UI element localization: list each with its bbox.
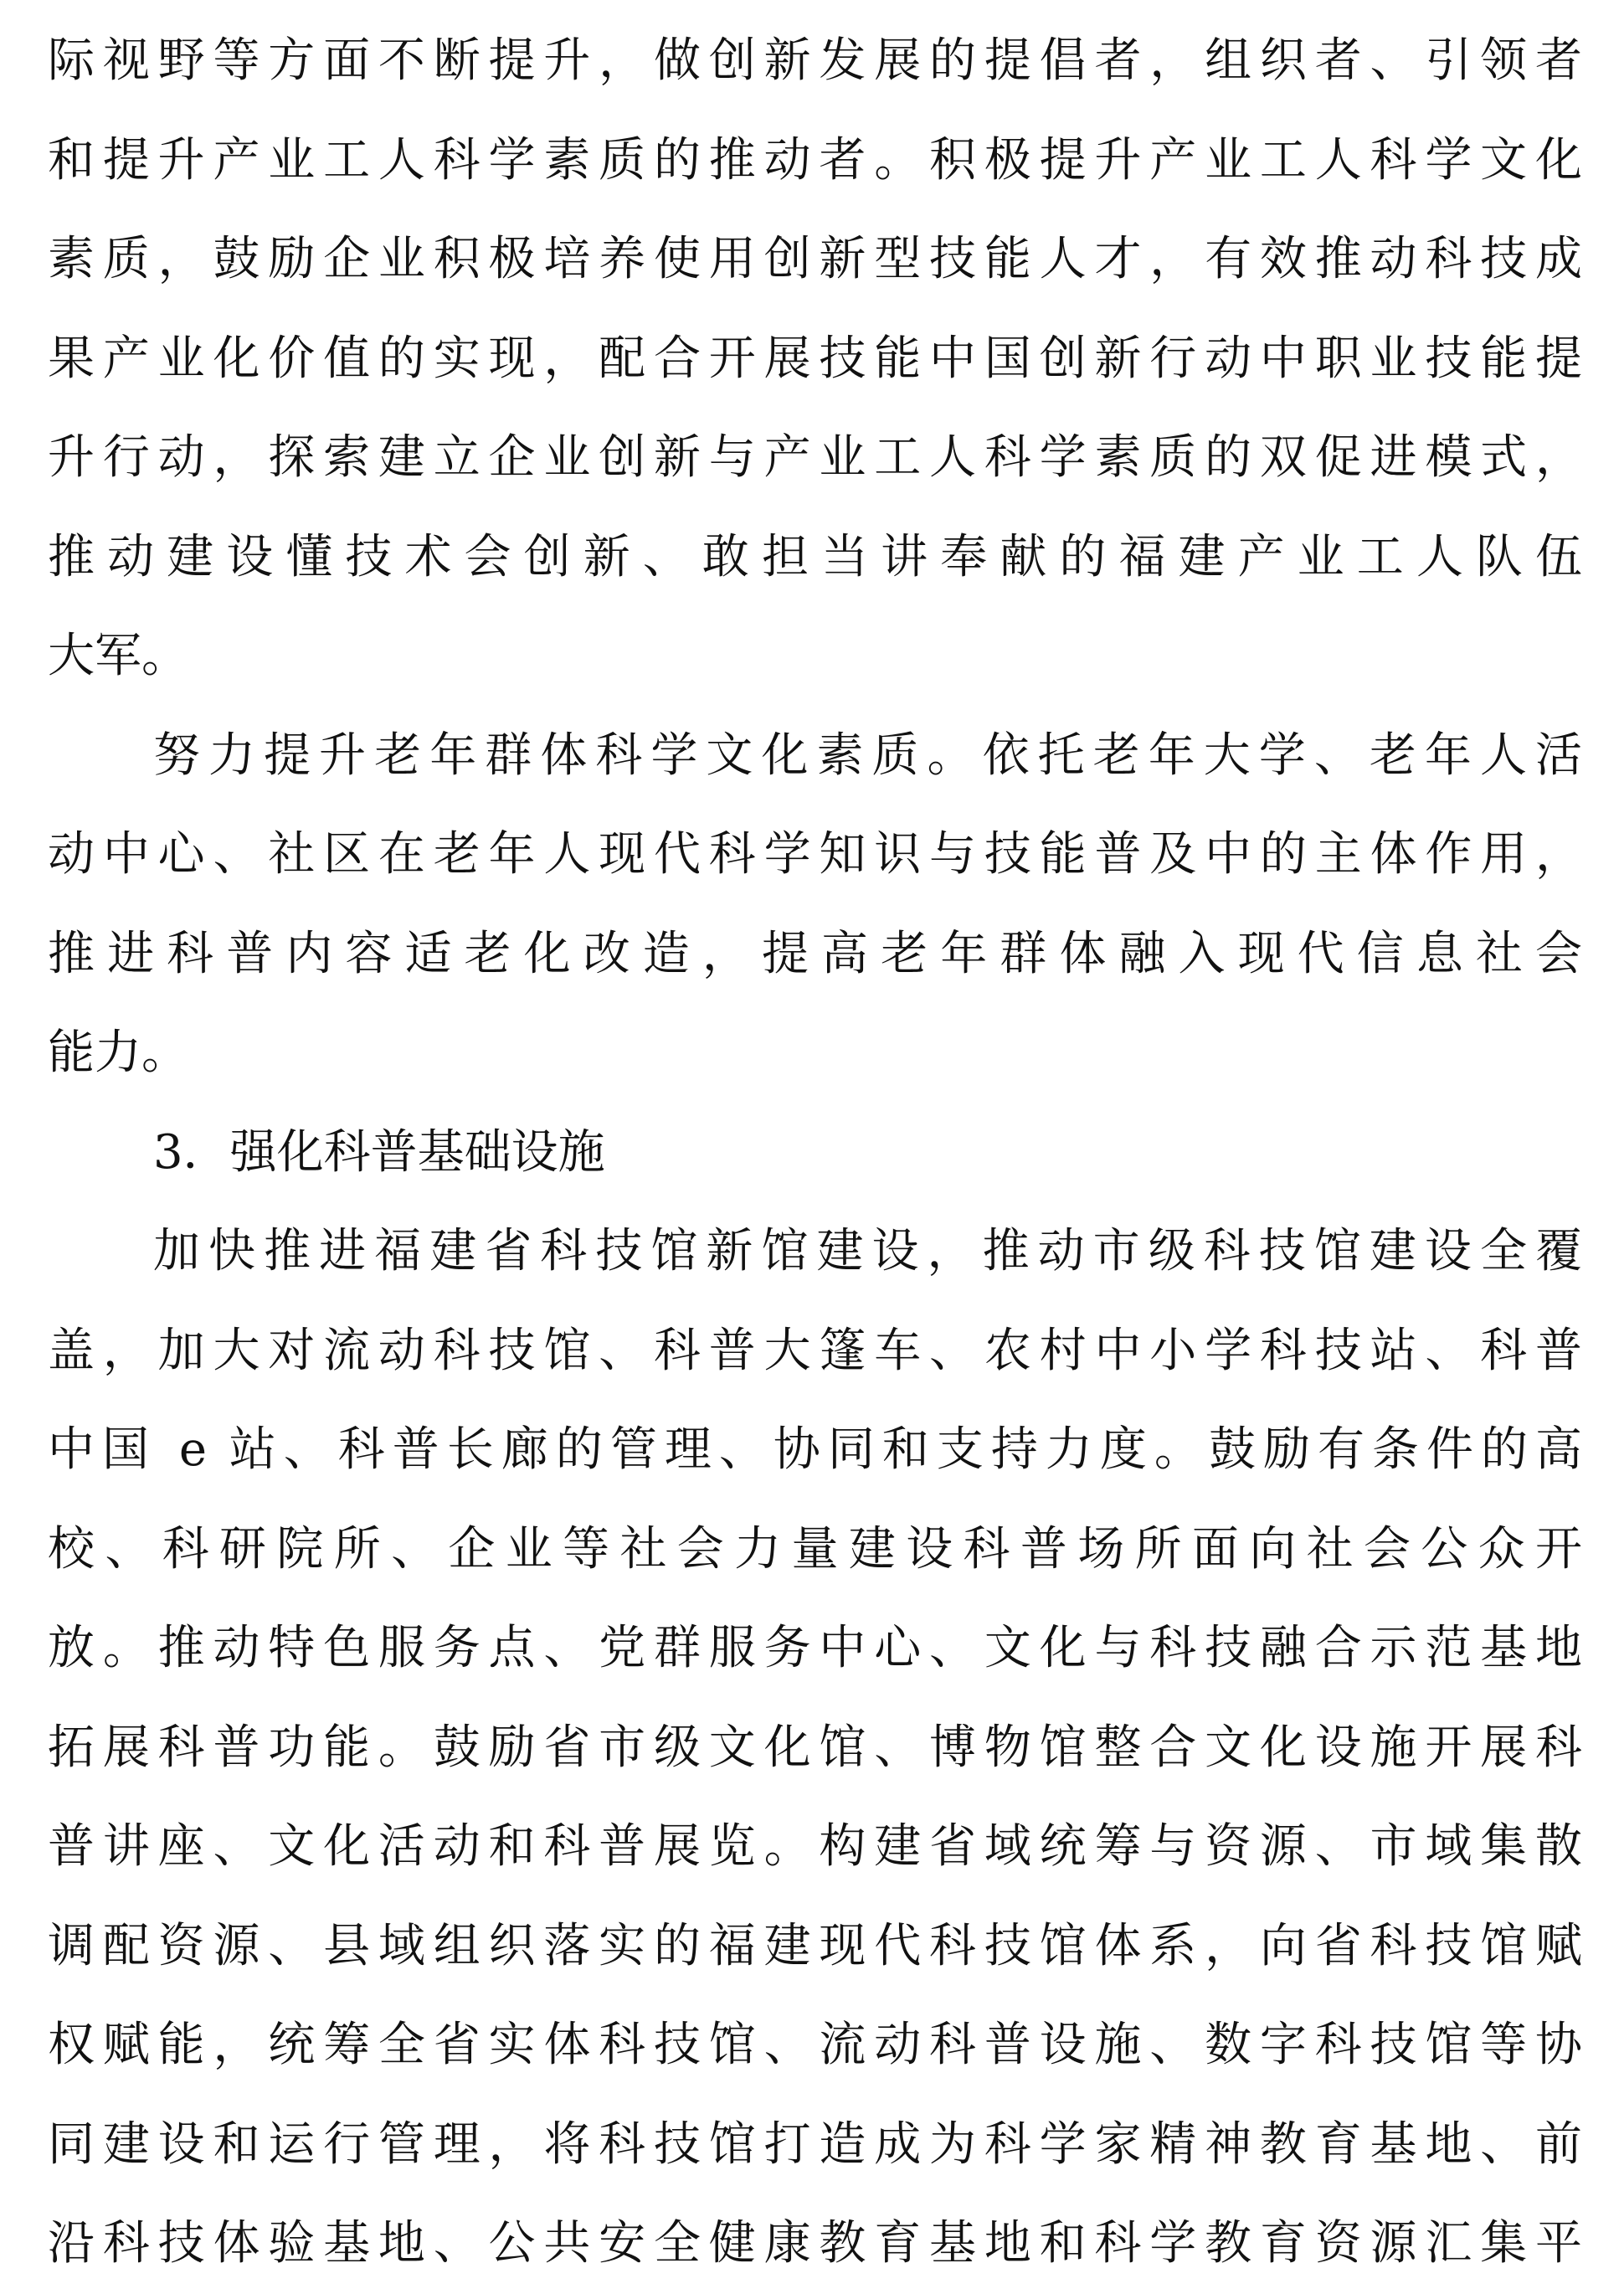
text-line: 推进科普内容适老化改造，提高老年群体融入现代信息社会 [48,926,1582,981]
text-line: 推动建设懂技术会创新、敢担当讲奉献的福建产业工人队伍 [48,529,1582,584]
text-line: 调配资源、县域组织落实的福建现代科技馆体系，向省科技馆赋 [48,1918,1582,1973]
text-line: 拓展科普功能。鼓励省市级文化馆、博物馆整合文化设施开展科 [48,1720,1582,1775]
paragraph-workers [48,12,1582,707]
text-line: 努力提升老年群体科学文化素质。依托老年大学、老年人活 [153,728,1582,783]
text-line: 果产业化价值的实现，配合开展技能中国创新行动中职业技能提 [48,331,1582,386]
text-line: 盖，加大对流动科技馆、科普大篷车、农村中小学科技站、科普 [48,1323,1582,1378]
text-line: 升行动，探索建立企业创新与产业工人科学素质的双促进模式， [48,430,1582,485]
text-line: 大军。 [48,629,188,683]
text-line: 校、科研院所、企业等社会力量建设科普场所面向社会公众开 [48,1521,1582,1576]
text-line: 和提升产业工人科学素质的推动者。积极提升产业工人科学文化 [48,132,1582,188]
text-line: 能力。 [48,1026,188,1080]
text-line: 权赋能，统筹全省实体科技馆、流动科普设施、数字科技馆等协 [48,2018,1582,2072]
text-line: 动中心、社区在老年人现代科学知识与技能普及中的主体作用， [48,827,1582,882]
text-line: 中国 e 站、科普长廊的管理、协同和支持力度。鼓励有条件的高 [48,1422,1582,1477]
paragraph-elderly [48,707,1582,1103]
text-line: 沿科技体验基地、公共安全健康教育基地和科学教育资源汇集平 [48,2216,1582,2271]
paragraph-infrastructure [48,1202,1582,2294]
text-line: 放。推动特色服务点、党群服务中心、文化与科技融合示范基地 [48,1621,1582,1675]
heading-text: 3．强化科普基础设施 [153,1124,605,1180]
text-line: 同建设和运行管理，将科技馆打造成为科学家精神教育基地、前 [48,2117,1582,2172]
section-heading [48,1103,1582,1203]
text-line: 素质，鼓励企业积极培养使用创新型技能人才，有效推动科技成 [48,232,1582,286]
text-line: 加快推进福建省科技馆新馆建设，推动市级科技馆建设全覆 [153,1224,1582,1278]
document-body [48,12,1582,2294]
text-line: 际视野等方面不断提升，做创新发展的提倡者，组织者、引领者 [48,33,1582,88]
text-line: 普讲座、文化活动和科普展览。构建省域统筹与资源、市域集散 [48,1819,1582,1874]
